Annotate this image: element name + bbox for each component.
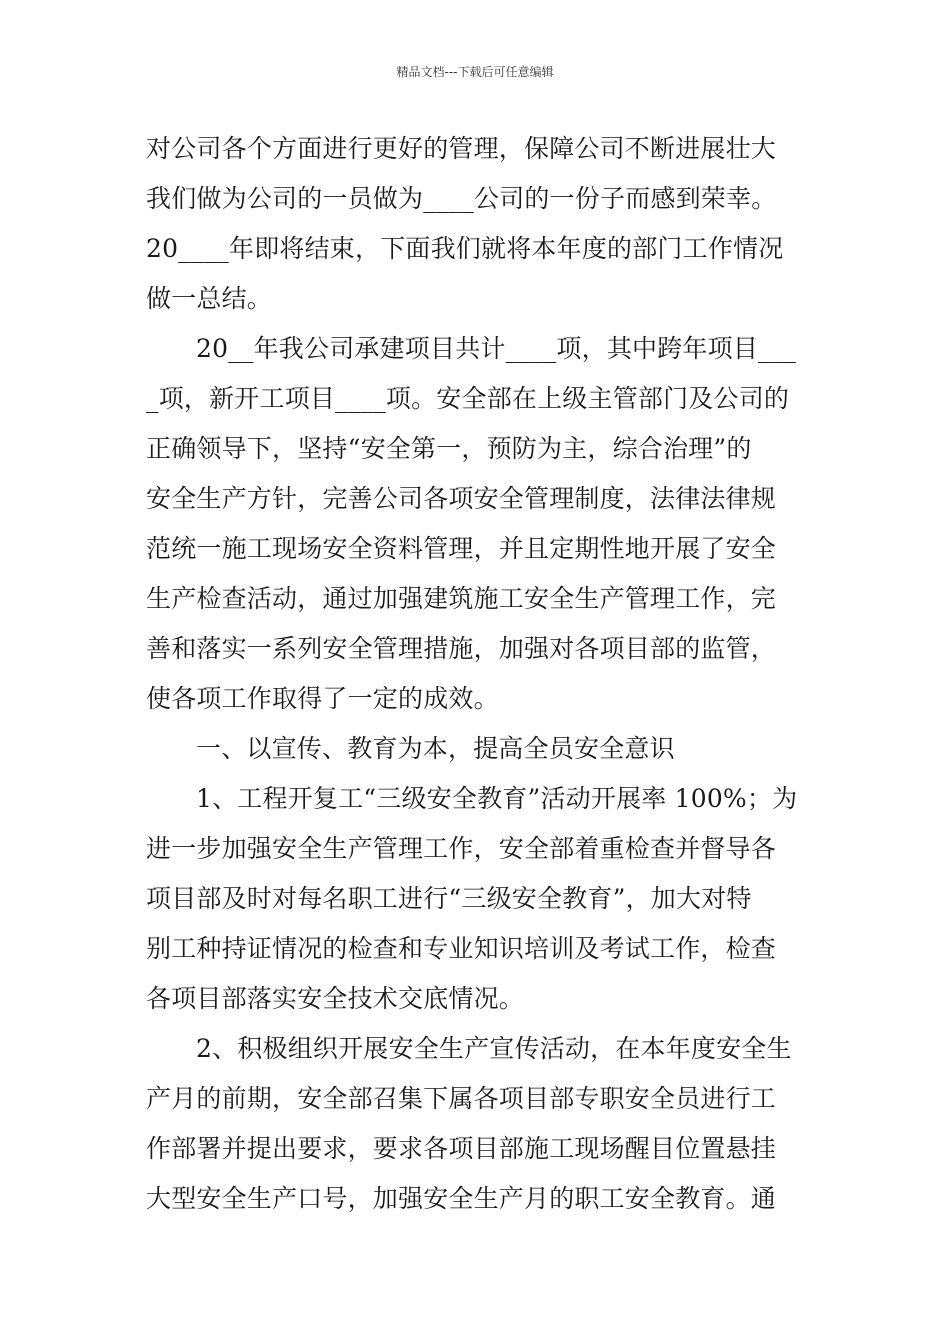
text-line: 20____年即将结束，下面我们就将本年度的部门工作情况 <box>146 234 784 263</box>
document-body <box>146 124 814 1224</box>
text-line: 范统一施工现场安全资料管理，并且定期性地开展了安全 <box>146 534 777 563</box>
text-line: 生产检查活动，通过加强建筑施工安全生产管理工作，完 <box>146 584 777 613</box>
text-line: 别工种持证情况的检查和专业知识培训及考试工作，检查 <box>146 934 777 963</box>
text-line: 使各项工作取得了一定的成效。 <box>146 684 499 713</box>
text-line: 大型安全生产口号，加强安全生产月的职工安全教育。通 <box>146 1184 777 1213</box>
text-line: 正确领导下，坚持“安全第一，预防为主，综合治理”的 <box>146 434 752 463</box>
text-line: 作部署并提出要求，要求各项目部施工现场醒目位置悬挂 <box>146 1134 777 1163</box>
text-line: 对公司各个方面进行更好的管理，保障公司不断进展壮大 <box>146 134 777 163</box>
text-line: 安全生产方针，完善公司各项安全管理制度，法律法律规 <box>146 484 777 513</box>
text-line: 1、工程开复工“三级安全教育”活动开展率 100%；为 <box>196 784 798 813</box>
text-line: 产月的前期，安全部召集下属各项目部专职安全员进行工 <box>146 1084 777 1113</box>
text-line: 项目部及时对每名职工进行“三级安全教育”，加大对特 <box>146 884 752 913</box>
text-line: 我们做为公司的一员做为____公司的一份子而感到荣幸。 <box>146 184 777 213</box>
text-line: 2、积极组织开展安全生产宣传活动，在本年度安全生 <box>196 1034 792 1063</box>
page-header: 精品文档---下载后可任意编辑 <box>396 65 554 79</box>
section-heading: 一、以宣传、教育为本，提高全员安全意识 <box>196 734 675 763</box>
text-line: 做一总结。 <box>146 284 273 313</box>
text-line: 进一步加强安全生产管理工作，安全部着重检查并督导各 <box>146 834 777 863</box>
text-line: 20__年我公司承建项目共计____项，其中跨年项目___ <box>196 334 797 363</box>
text-line: 各项目部落实安全技术交底情况。 <box>146 984 525 1013</box>
text-line: 善和落实一系列安全管理措施，加强对各项目部的监管， <box>146 634 777 663</box>
text-line: _项，新开工项目____项。安全部在上级主管部门及公司的 <box>146 384 790 413</box>
